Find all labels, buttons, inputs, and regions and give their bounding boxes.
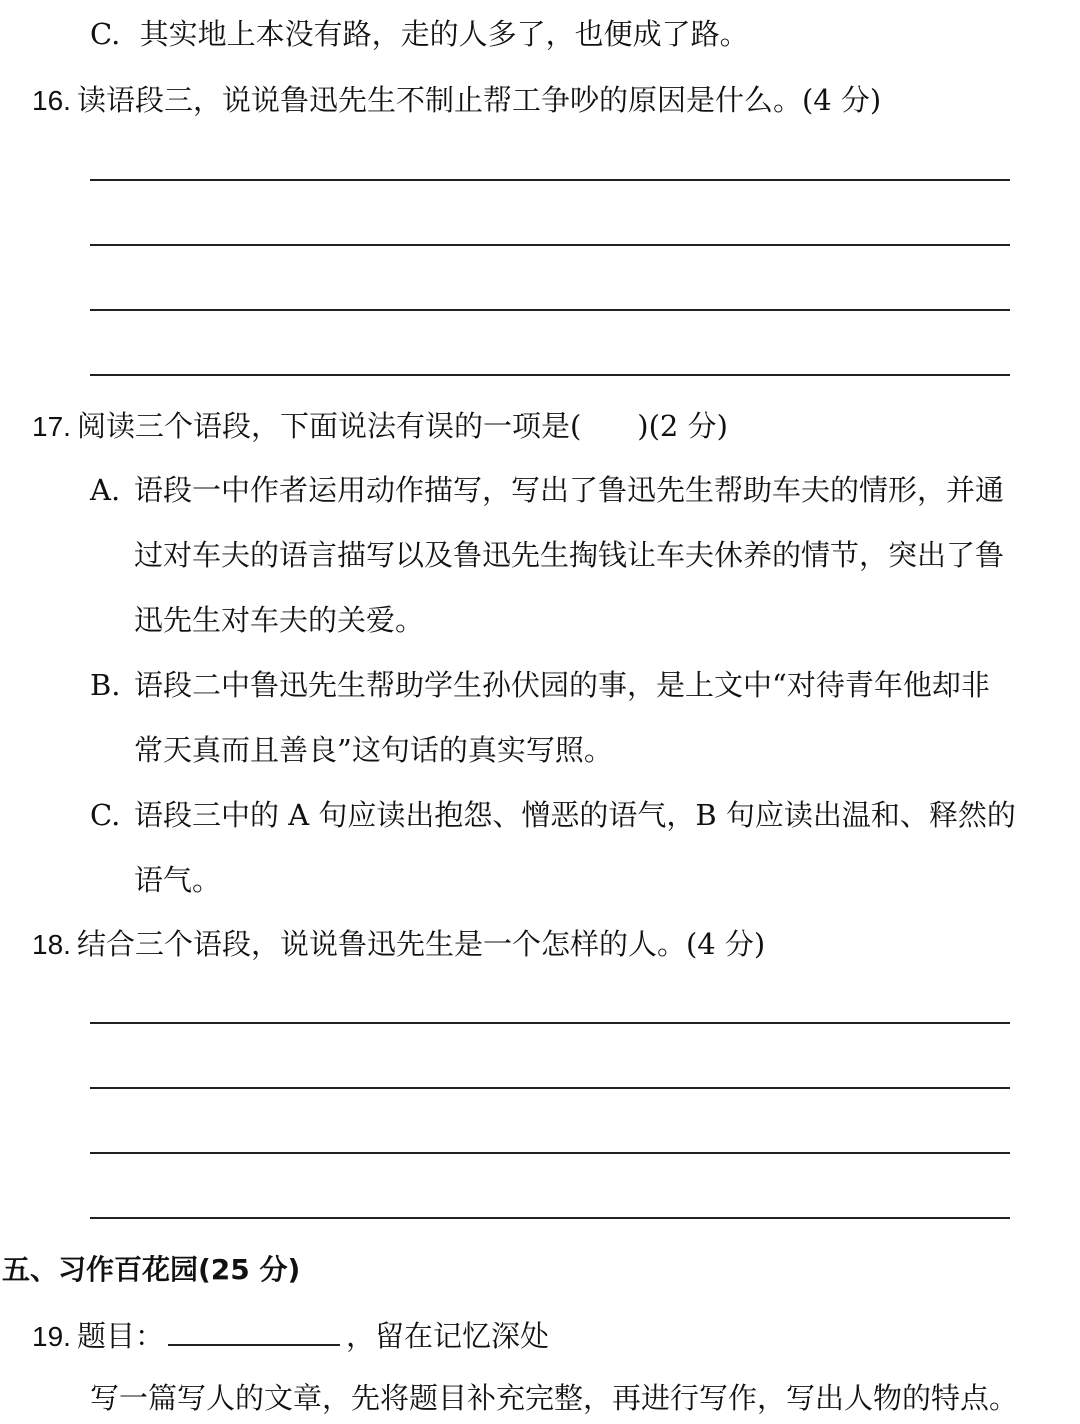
question-number: 17. — [32, 411, 71, 442]
q15-option-c — [90, 16, 749, 52]
question-text: 阅读三个语段，下面说法有误的一项是( — [76, 409, 582, 443]
q17-option-a-line-3: 迅先生对车夫的关爱。 — [134, 603, 425, 637]
q17-option-c-line-2: 语气。 — [134, 863, 222, 897]
q17-option-a — [90, 472, 1004, 508]
q18-answer-line-3[interactable] — [90, 1152, 1010, 1154]
q17-option-a-line-2: 过对车夫的语言描写以及鲁迅先生掏钱让车夫休养的情节，突出了鲁 — [134, 538, 1005, 572]
option-text-line: 语段二中鲁迅先生帮助学生孙伏园的事，是上文中“对待青年他却非 — [134, 668, 990, 702]
question-17 — [32, 408, 728, 445]
option-text-line: 语段三中的 A 句应读出抱怨、憎恶的语气，B 句应读出温和、释然的 — [134, 798, 1016, 832]
q19-instruction: 写一篇写人的文章，先将题目补充完整，再进行写作，写出人物的特点。 — [90, 1381, 1019, 1415]
option-text: 其实地上本没有路，走的人多了，也便成了路。 — [139, 17, 749, 51]
option-label: A. — [90, 473, 121, 507]
question-prefix: 题目： — [76, 1319, 164, 1353]
question-suffix: ，留在记忆深处 — [345, 1319, 549, 1353]
q17-option-b — [90, 667, 990, 703]
title-blank[interactable] — [168, 1316, 340, 1346]
question-score: )(2 分) — [637, 409, 728, 443]
q16-answer-line-2[interactable] — [90, 244, 1010, 246]
option-text-line: 语段一中作者运用动作描写，写出了鲁迅先生帮助车夫的情形，并通 — [134, 473, 1005, 507]
question-16 — [32, 82, 881, 119]
option-label: C. — [90, 798, 121, 832]
question-number: 18. — [32, 929, 71, 960]
question-19 — [32, 1316, 549, 1355]
section-title: 五、习作百花园(25 分) — [2, 1253, 301, 1286]
q18-answer-line-2[interactable] — [90, 1087, 1010, 1089]
q17-option-c — [90, 797, 1016, 833]
q16-answer-line-4[interactable] — [90, 374, 1010, 376]
q16-answer-line-1[interactable] — [90, 179, 1010, 181]
question-text: 读语段三，说说鲁迅先生不制止帮工争吵的原因是什么。(4 分) — [76, 83, 882, 117]
question-18 — [32, 926, 765, 963]
q18-answer-line-4[interactable] — [90, 1217, 1010, 1219]
q16-answer-line-3[interactable] — [90, 309, 1010, 311]
question-number: 16. — [32, 85, 71, 116]
q18-answer-line-1[interactable] — [90, 1022, 1010, 1024]
option-label: C. — [90, 17, 121, 51]
question-text: 结合三个语段，说说鲁迅先生是一个怎样的人。(4 分) — [76, 927, 766, 961]
question-number: 19. — [32, 1321, 71, 1352]
option-label: B. — [90, 668, 121, 702]
q17-option-b-line-2: 常天真而且善良”这句话的真实写照。 — [134, 733, 613, 767]
